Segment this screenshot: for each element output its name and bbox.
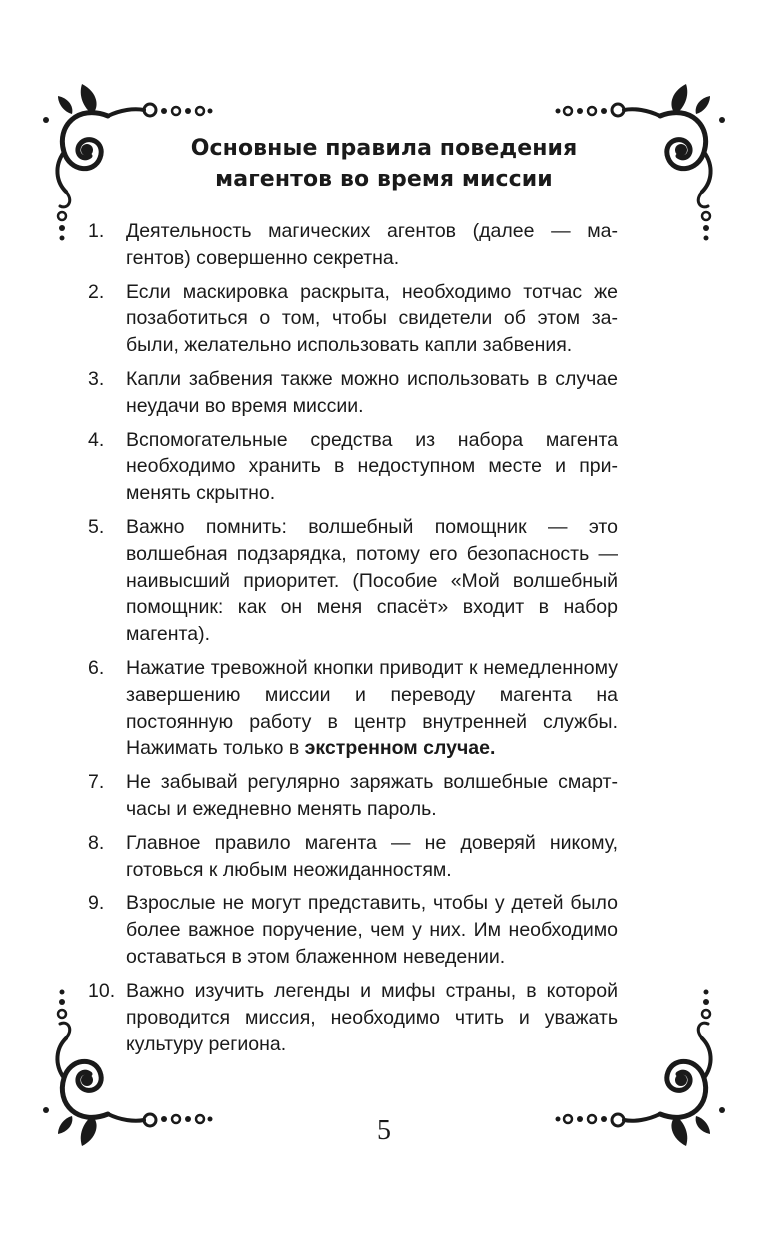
title-line-1: Основные правила поведения bbox=[190, 136, 578, 161]
title-line-2: магентов во время миссии bbox=[215, 167, 553, 192]
rule-number: 3. bbox=[88, 367, 105, 390]
rule-text: Капли забвения также можно использовать в случае неудачи во время миссии. bbox=[126, 367, 618, 417]
rule-number: 6. bbox=[88, 656, 105, 679]
rule-text-emphasis: экстренном случае. bbox=[304, 737, 496, 760]
rule-text: Важно помнить: волшебный помощник — это волшебная подзарядка, потому его безопасность — наивысший приоритет. (Пособие «Мой волшебный помощник: как он меня спасёт» входит в набор магента). bbox=[126, 515, 618, 646]
rules-list bbox=[88, 218, 618, 1065]
rule-text: Если маскировка раскрыта, необходимо тотчас же позаботиться о том, чтобы свидетели об этом забыли, желательно использовать капли забвения. bbox=[126, 280, 618, 357]
rule-number: 5. bbox=[88, 515, 105, 538]
page-number: 5 bbox=[377, 1115, 391, 1146]
list-item bbox=[88, 427, 618, 507]
list-item bbox=[88, 218, 618, 272]
rule-number: 7. bbox=[88, 771, 105, 794]
list-item bbox=[88, 830, 618, 884]
list-item bbox=[88, 514, 618, 648]
rule-text: Главное правило магента — не доверяй никому, готовься к любым неожиданностям. bbox=[126, 831, 618, 881]
rule-number: 9. bbox=[88, 892, 105, 915]
rule-number: 10. bbox=[88, 979, 116, 1002]
rule-text: Деятельность магических агентов (далее — магентов) совершенно секретна. bbox=[126, 220, 618, 269]
list-item bbox=[88, 890, 618, 970]
list-item bbox=[88, 655, 618, 762]
rule-text: Важно изучить легенды и мифы страны, в которой проводится миссия, необходимо чтить и уважать культуру региона. bbox=[126, 979, 618, 1056]
rule-text: Вспомогательные средства из набора магента необходимо хранить в недоступном месте и применять скрытно. bbox=[126, 428, 618, 505]
rule-number: 2. bbox=[88, 280, 105, 303]
rule-number: 8. bbox=[88, 831, 105, 854]
rule-text-regular: Нажатие тревожной кнопки приводит к немедленному завершению миссии и переводу магента на постоянную работу в центр внутренней службы. Нажимать только в bbox=[126, 656, 618, 760]
page-title bbox=[140, 133, 628, 195]
rule-text: Не забывай регулярно заряжать волшебные смарт-часы и ежедневно менять пароль. bbox=[126, 771, 618, 820]
list-item bbox=[88, 978, 618, 1058]
rule-text bbox=[126, 657, 618, 759]
list-item bbox=[88, 769, 618, 823]
rule-number: 4. bbox=[88, 428, 105, 451]
list-item bbox=[88, 279, 618, 359]
rule-number: 1. bbox=[88, 220, 105, 242]
rule-text: Взрослые не могут представить, чтобы у детей было более важное поручение, чем у них. Им необходимо оставаться в этом блаженном неведении. bbox=[126, 892, 618, 968]
list-item bbox=[88, 366, 618, 420]
